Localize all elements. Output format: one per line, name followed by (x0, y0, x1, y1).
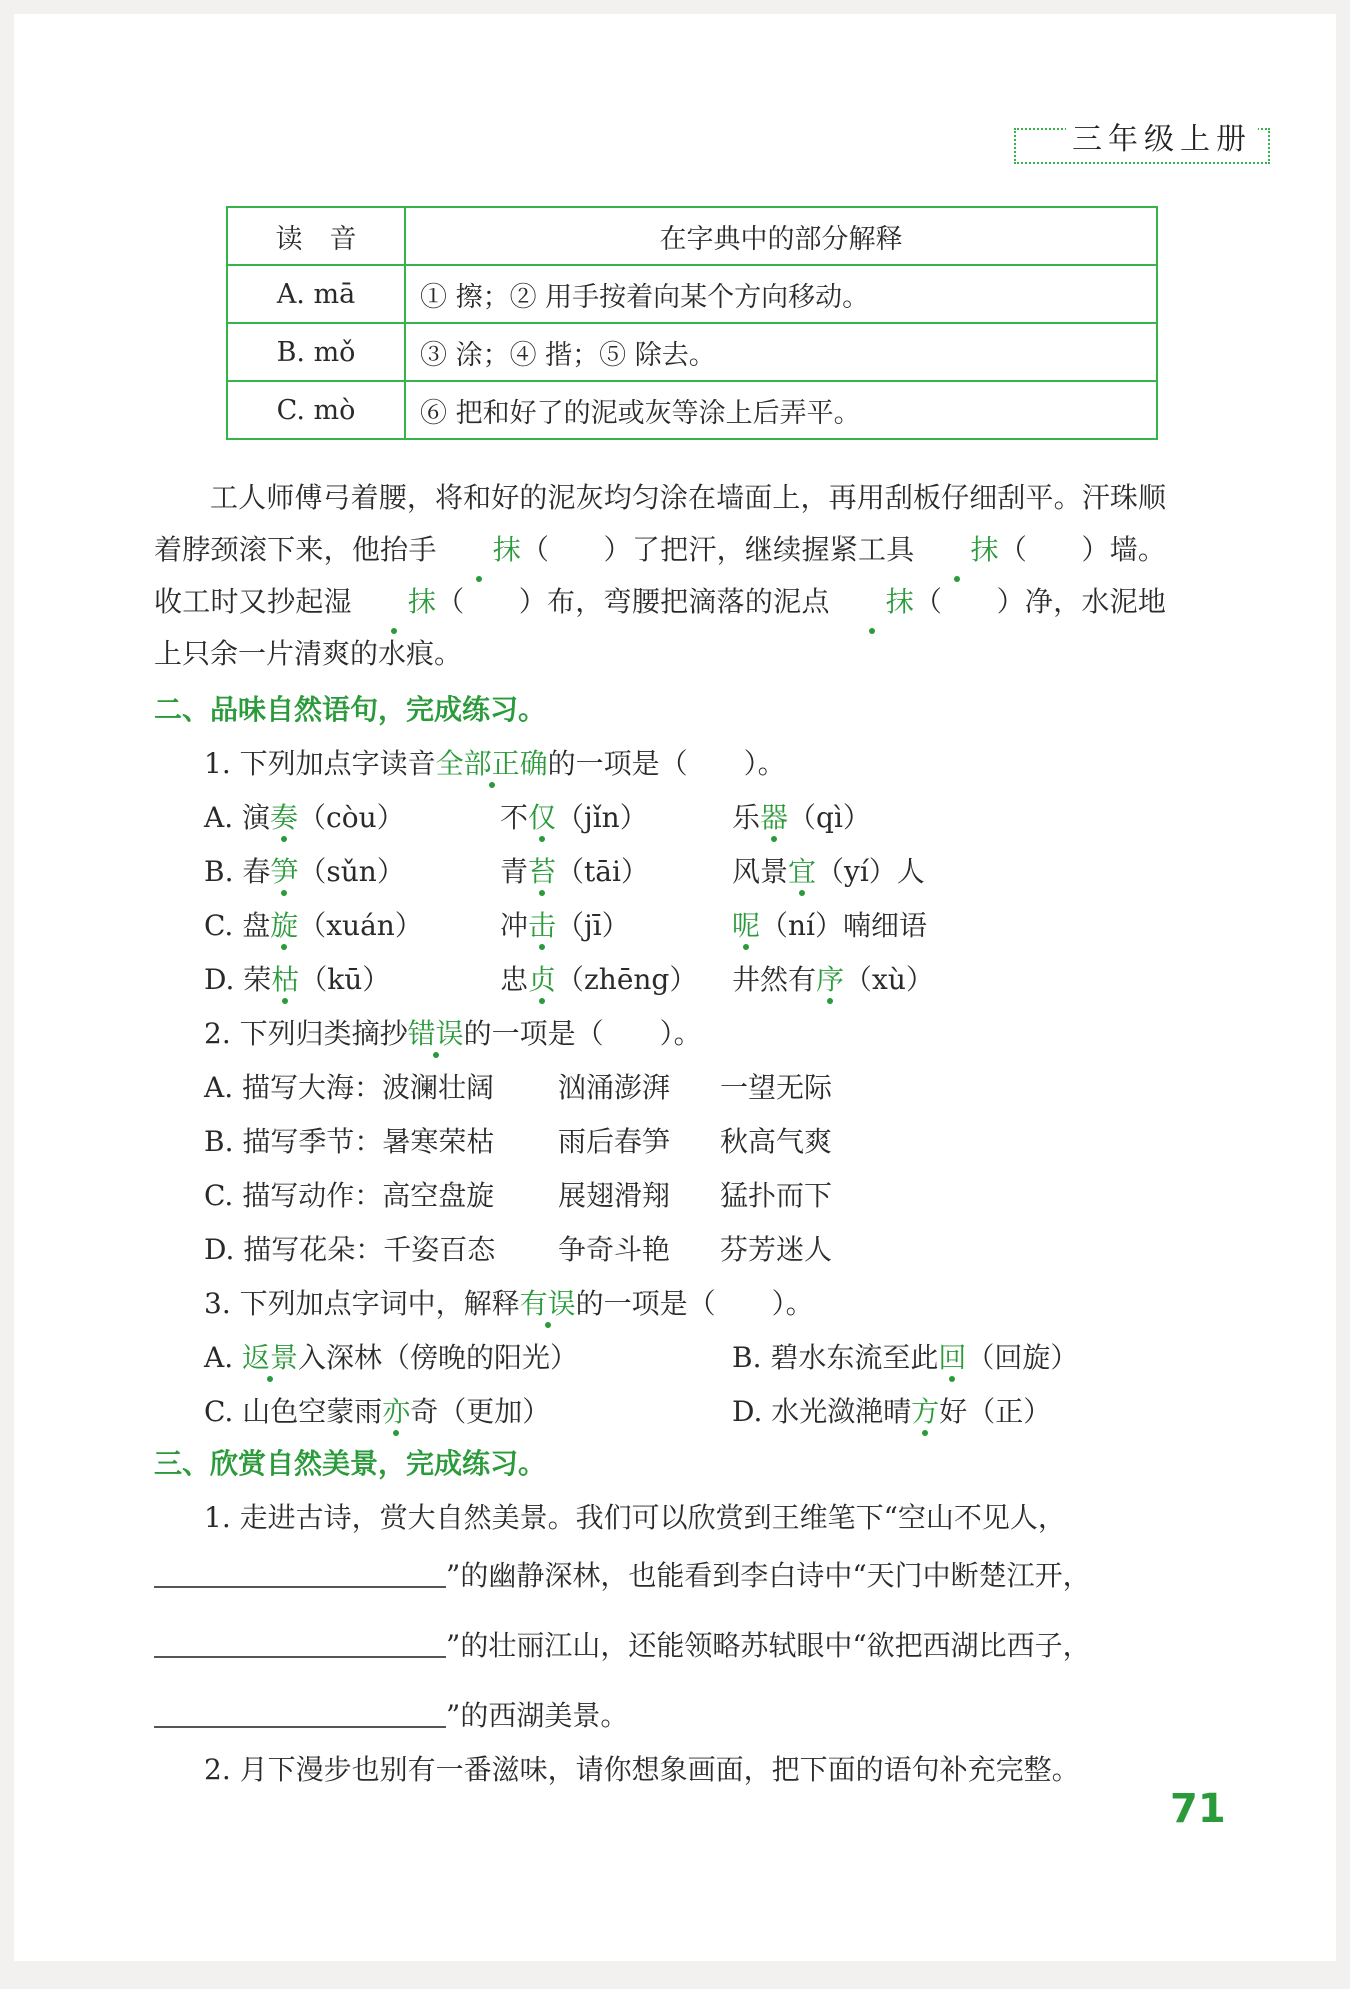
dotted-char: 击 (528, 904, 556, 944)
poem-option-d[interactable] (732, 1390, 1051, 1430)
pinyin: （ní）喃细语 (760, 909, 928, 942)
table-header-row (227, 207, 1157, 265)
table-row (227, 265, 1157, 323)
dotted-char: 仅 (528, 796, 556, 836)
question-text: 的一项是（ ）。 (463, 1017, 702, 1050)
paren-open: （ (998, 533, 1028, 566)
dotted-char: 奏 (270, 796, 298, 836)
passage-text: 墙。收工时又抄起湿 (154, 533, 1166, 618)
category-phrase: 猛扑而下 (720, 1179, 833, 1212)
dotted-char: 方 (911, 1390, 939, 1430)
option-text: B. 春 (204, 855, 271, 888)
answer-blank-line[interactable] (154, 1586, 446, 1588)
reading-cell: B. mǒ (227, 323, 405, 381)
question-text: 3. 下列加点字词中，解释 (204, 1287, 520, 1320)
dotted-char: 呢 (732, 904, 760, 944)
question-3-1-line: ”的幽静深林，也能看到李白诗中“天门中断楚江开， (446, 1559, 1091, 1592)
option-b-2 (500, 850, 649, 890)
option-text: D. 水光潋滟晴 (732, 1395, 912, 1428)
page-header (1014, 114, 1272, 166)
page-number: 71 (1170, 1786, 1226, 1832)
option-a-1[interactable] (204, 796, 405, 836)
dotted-char: 苔 (528, 850, 556, 890)
pinyin: （còu） (298, 801, 405, 834)
table-row (227, 381, 1157, 439)
dotted-char: 笋 (270, 850, 298, 890)
meaning-cell: ③ 涂；④ 揩；⑤ 除去。 (405, 323, 1157, 381)
pinyin: （xuán） (298, 909, 423, 942)
option-b-1[interactable] (204, 850, 405, 890)
option-d-1[interactable] (204, 958, 390, 998)
option-d-2 (500, 958, 697, 998)
option-text: 奇（更加） (410, 1395, 551, 1428)
category-option-c[interactable]: C. 描写动作：高空盘旋 (204, 1179, 495, 1212)
passage-paragraph (154, 472, 1166, 680)
section-two-title: 二、品味自然语句，完成练习。 (154, 693, 547, 726)
option-a-2 (500, 796, 648, 836)
category-phrase: 芬芳迷人 (720, 1233, 833, 1266)
question-2-2 (204, 1012, 702, 1052)
dotted-char: 贞 (528, 958, 556, 998)
answer-blank-line[interactable] (154, 1726, 446, 1728)
emphasis-text: 有误 (520, 1282, 576, 1322)
question-text: 的一项是（ ）。 (547, 747, 786, 780)
emphasis-text: 错误 (408, 1012, 464, 1052)
option-text: D. 荣 (204, 963, 272, 996)
question-3-2: 2. 月下漫步也别有一番滋味，请你想象画面，把下面的语句补充完整。 (204, 1753, 1080, 1786)
pinyin: （qì） (788, 801, 871, 834)
option-text: 忠 (500, 963, 529, 996)
table-header-meaning: 在字典中的部分解释 (405, 207, 1157, 265)
category-phrase: 一望无际 (720, 1071, 833, 1104)
dotted-char: 抹 (352, 576, 436, 628)
dotted-word: 返景 (242, 1336, 298, 1376)
category-option-d[interactable]: D. 描写花朵：千姿百态 (204, 1233, 496, 1266)
pinyin: （kū） (299, 963, 391, 996)
pinyin: （xù） (844, 963, 934, 996)
option-text: 入深林（傍晚的阳光） (298, 1341, 579, 1374)
paren-open: （ (520, 533, 550, 566)
pinyin: （jǐn） (556, 801, 648, 834)
passage-text: 布，弯腰把滴落的泥点 (547, 585, 830, 618)
dotted-char: 抹 (915, 524, 999, 576)
option-text: B. 碧水东流至此 (732, 1341, 939, 1374)
paren-close: ） (1081, 533, 1110, 566)
option-text: A. (204, 1341, 243, 1374)
dotted-char: 器 (760, 796, 788, 836)
pinyin: （sǔn） (298, 855, 405, 888)
question-2-1 (204, 742, 786, 782)
option-text: 不 (500, 801, 529, 834)
poem-option-b[interactable] (732, 1336, 1078, 1376)
pinyin: （zhēng） (556, 963, 698, 996)
dotted-char: 序 (816, 958, 844, 998)
option-c-3 (732, 904, 927, 944)
reading-cell: C. mò (227, 381, 405, 439)
passage-text: 了把汗，继续握紧工具 (631, 533, 915, 566)
table-row (227, 323, 1157, 381)
question-text: 的一项是（ ）。 (575, 1287, 814, 1320)
option-c-1[interactable] (204, 904, 423, 944)
pinyin: （tāi） (556, 855, 649, 888)
dotted-char: 抹 (830, 576, 914, 628)
passage-text: 工人师傅弓着腰，将和好的泥灰均匀涂在墙面上，再用刮板仔细刮平。汗珠顺着脖颈滚下来，他抬手 (154, 481, 1166, 566)
option-c-2 (500, 904, 630, 944)
dotted-char: 抹 (437, 524, 521, 576)
option-text: A. 演 (204, 801, 271, 834)
option-text: 井然有 (732, 963, 817, 996)
question-text: 2. 下列归类摘抄 (204, 1017, 408, 1050)
option-d-3 (732, 958, 934, 998)
option-a-3 (732, 796, 871, 836)
reading-cell: A. mā (227, 265, 405, 323)
meaning-cell: ① 擦；② 用手按着向某个方向移动。 (405, 265, 1157, 323)
paren-close: ） (518, 585, 548, 618)
option-text: C. 山色空蒙雨 (204, 1395, 383, 1428)
dotted-char: 宜 (788, 850, 816, 890)
category-option-a[interactable]: A. 描写大海：波澜壮阔 (204, 1071, 495, 1104)
dotted-char: 枯 (271, 958, 299, 998)
emphasis-text: 全部正确 (436, 742, 548, 782)
option-text: 青 (500, 855, 529, 888)
category-phrase: 秋高气爽 (720, 1125, 833, 1158)
question-3-1-line: 1. 走进古诗，赏大自然美景。我们可以欣赏到王维笔下“空山不见人， (204, 1501, 1066, 1534)
paren-close: ） (996, 585, 1025, 618)
grade-title: 三年级上册 (1066, 114, 1258, 158)
option-b-3 (732, 850, 925, 890)
category-phrase: 展翅滑翔 (558, 1179, 671, 1212)
poem-option-a[interactable] (204, 1336, 578, 1376)
question-3-1-line: ”的西湖美景。 (446, 1699, 629, 1732)
category-phrase: 雨后春笋 (558, 1125, 671, 1158)
meaning-cell: ⑥ 把和好了的泥或灰等涂上后弄平。 (405, 381, 1157, 439)
option-text: 冲 (500, 909, 529, 942)
question-2-3 (204, 1282, 814, 1322)
dotted-char: 旋 (270, 904, 298, 944)
pinyin: （yí）人 (816, 855, 925, 888)
dotted-char: 亦 (382, 1390, 410, 1430)
paren-close: ） (603, 533, 632, 566)
paren-open: （ (913, 585, 943, 618)
option-text: C. 盘 (204, 909, 271, 942)
category-option-b[interactable]: B. 描写季节：暑寒荣枯 (204, 1125, 495, 1158)
poem-option-c[interactable] (204, 1390, 550, 1430)
workbook-page (14, 14, 1336, 1961)
answer-blank-line[interactable] (154, 1656, 446, 1658)
option-text: 风景 (732, 855, 789, 888)
option-text: （回旋） (966, 1341, 1079, 1374)
pinyin: （jī） (556, 909, 630, 942)
dotted-char: 回 (938, 1336, 966, 1376)
passage-text: 净，水泥地上只余一片清爽的水痕。 (154, 585, 1166, 670)
category-phrase: 争奇斗艳 (558, 1233, 671, 1266)
category-phrase: 汹涌澎湃 (558, 1071, 671, 1104)
paren-open: （ (435, 585, 465, 618)
question-text: 1. 下列加点字读音 (204, 747, 436, 780)
pronunciation-table (226, 206, 1158, 440)
section-three-title: 三、欣赏自然美景，完成练习。 (154, 1447, 547, 1480)
question-3-1-line: ”的壮丽江山，还能领略苏轼眼中“欲把西湖比西子， (446, 1629, 1091, 1662)
table-header-reading: 读 音 (227, 207, 405, 265)
option-text: 乐 (732, 801, 761, 834)
option-text: 好（正） (939, 1395, 1052, 1428)
